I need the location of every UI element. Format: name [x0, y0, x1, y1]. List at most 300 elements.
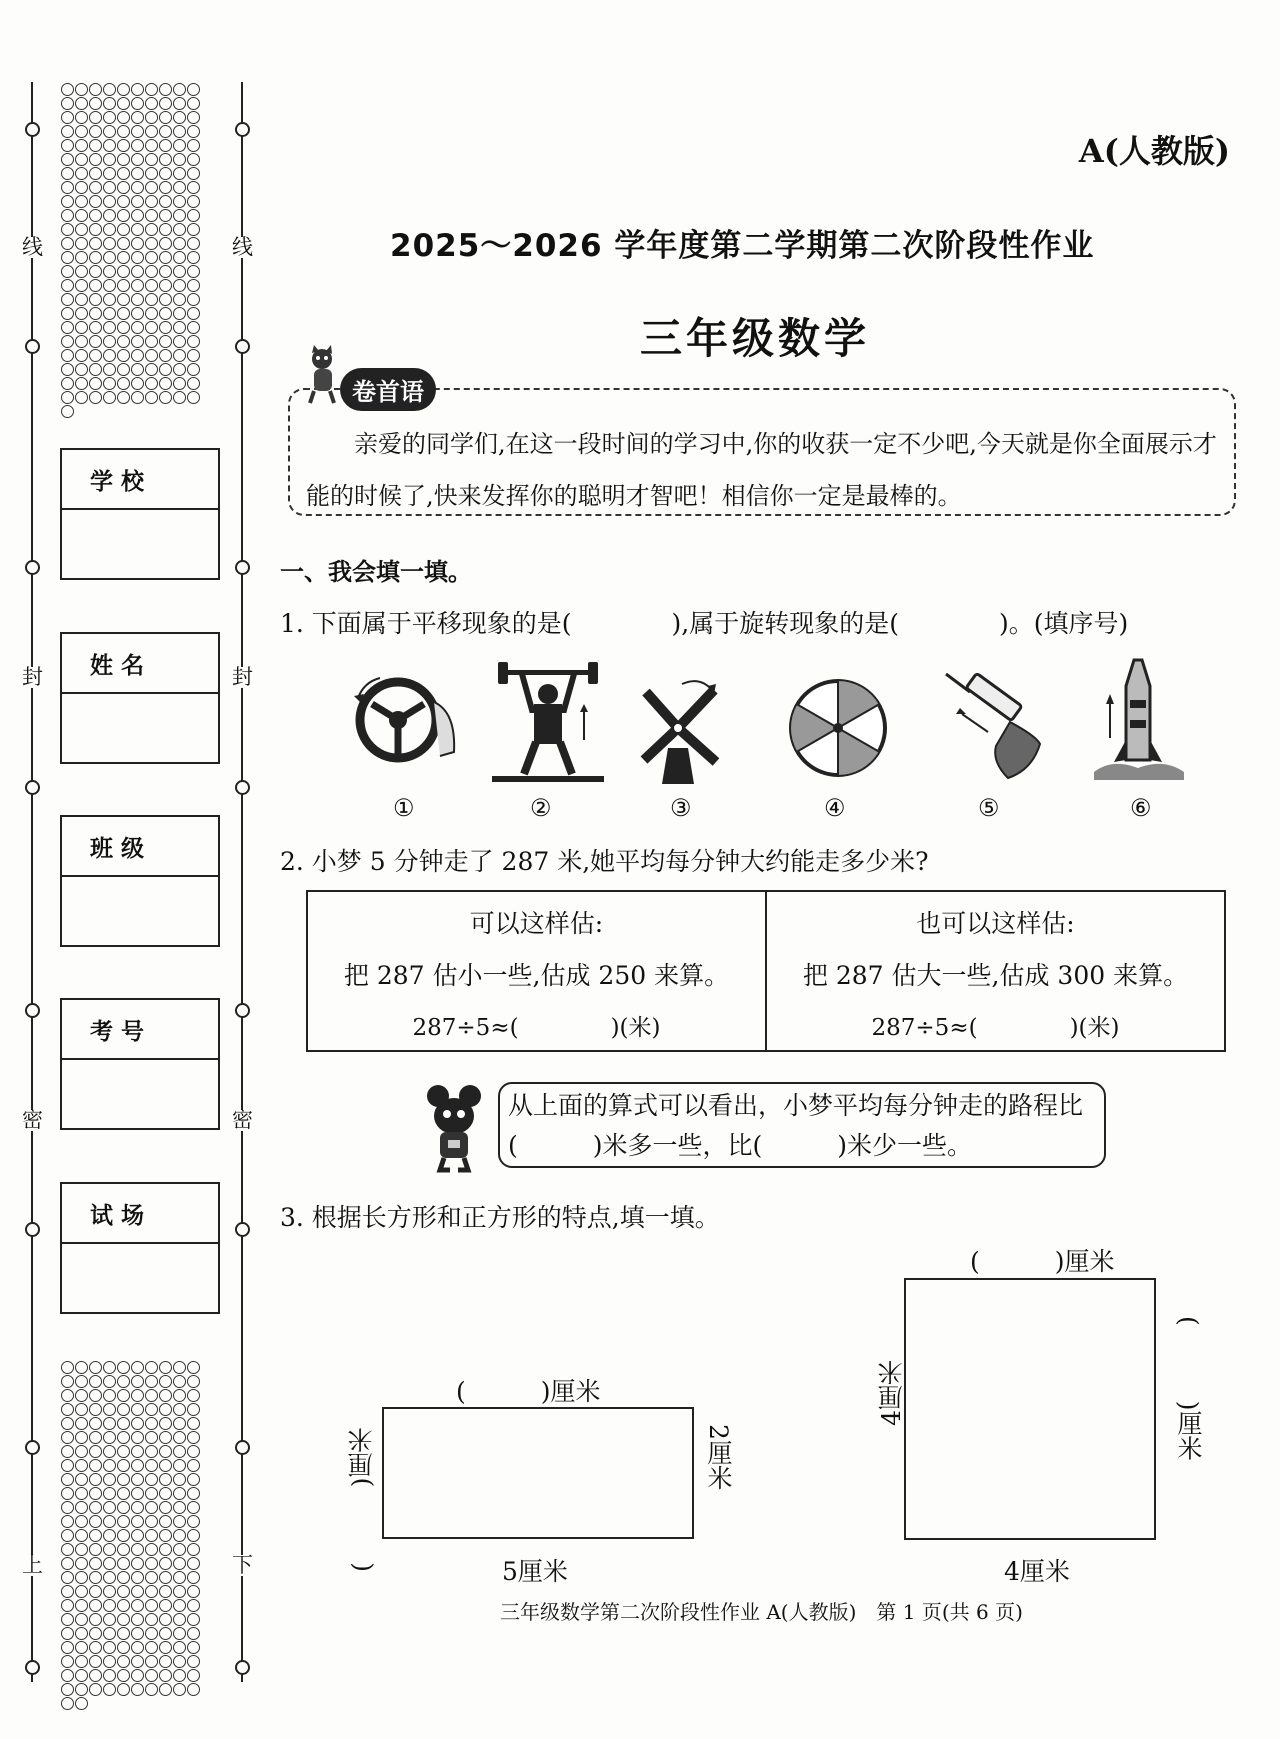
- decorative-dot: [145, 1515, 158, 1528]
- decorative-dot: [117, 1529, 130, 1542]
- decorative-dot: [159, 209, 172, 222]
- decorative-dot: [75, 321, 88, 334]
- decorative-dot: [117, 1361, 130, 1374]
- cell-line: 把 287 估小一些,估成 250 来算。: [343, 961, 730, 990]
- decorative-dot: [145, 209, 158, 222]
- decorative-dot: [117, 1515, 130, 1528]
- decorative-dot: [89, 1627, 102, 1640]
- decorative-dot: [173, 391, 186, 404]
- decorative-dot: [75, 279, 88, 292]
- decorative-dot: [173, 321, 186, 334]
- decorative-dot: [173, 237, 186, 250]
- decorative-dot: [173, 1375, 186, 1388]
- decorative-dot: [75, 1459, 88, 1472]
- decorative-dot: [89, 223, 102, 236]
- rectangle-top-blank[interactable]: ( )厘米: [456, 1377, 601, 1406]
- decorative-dot: [187, 1571, 200, 1584]
- rectangle-left-blank[interactable]: ( )厘米: [347, 1427, 376, 1572]
- decorative-dot: [61, 391, 74, 404]
- decorative-dot: [89, 1403, 102, 1416]
- decorative-dot: [159, 1361, 172, 1374]
- decorative-dot: [103, 265, 116, 278]
- decorative-dot: [145, 279, 158, 292]
- decorative-dot: [75, 1501, 88, 1514]
- decorative-dot: [89, 1571, 102, 1584]
- decorative-dot: [159, 237, 172, 250]
- answer-blank-line[interactable]: 287÷5≈( )(米): [871, 1015, 1120, 1041]
- decorative-dot: [187, 1683, 200, 1696]
- decorative-dot: [75, 265, 88, 278]
- decorative-dot: [159, 1557, 172, 1570]
- decorative-dot: [75, 1389, 88, 1402]
- decorative-dot: [159, 1599, 172, 1612]
- info-field-exam-room[interactable]: [60, 1182, 220, 1314]
- binding-char: 上: [22, 1553, 43, 1577]
- decorative-dot: [61, 307, 74, 320]
- decorative-dot: [117, 1669, 130, 1682]
- info-label: 班 级: [90, 835, 145, 862]
- decorative-dot: [145, 363, 158, 376]
- decorative-dot: [61, 1487, 74, 1500]
- decorative-dot: [131, 139, 144, 152]
- decorative-dot: [159, 1543, 172, 1556]
- decorative-dot: [61, 1697, 74, 1710]
- decorative-dot: [131, 1585, 144, 1598]
- decorative-dot: [145, 1487, 158, 1500]
- decorative-dot: [61, 1641, 74, 1654]
- decorative-dot: [131, 1529, 144, 1542]
- decorative-dot: [103, 139, 116, 152]
- decorative-dot: [187, 307, 200, 320]
- decorative-dot: [103, 391, 116, 404]
- decorative-dot: [145, 139, 158, 152]
- decorative-dot: [103, 1403, 116, 1416]
- decorative-dot: [159, 349, 172, 362]
- decorative-dot: [159, 391, 172, 404]
- decorative-dot: [187, 237, 200, 250]
- decorative-dot: [173, 377, 186, 390]
- decorative-dot: [145, 265, 158, 278]
- decorative-dot: [187, 349, 200, 362]
- decorative-dot: [75, 1669, 88, 1682]
- decorative-dot: [61, 97, 74, 110]
- decorative-dot: [75, 1543, 88, 1556]
- info-field-school[interactable]: [60, 448, 220, 580]
- decorative-dot: [173, 1627, 186, 1640]
- decorative-dot: [61, 1459, 74, 1472]
- decorative-dot: [117, 1389, 130, 1402]
- decorative-dot: [173, 1417, 186, 1430]
- decorative-dot: [131, 1669, 144, 1682]
- binding-char: 封: [232, 665, 253, 689]
- decorative-dot: [187, 1431, 200, 1444]
- decorative-dot: [173, 1459, 186, 1472]
- decorative-dot: [89, 1641, 102, 1654]
- decorative-dot: [159, 1515, 172, 1528]
- decorative-dot: [103, 1683, 116, 1696]
- decorative-dot: [75, 1445, 88, 1458]
- option-label: ⑥: [1130, 794, 1152, 822]
- option-label: ③: [670, 794, 692, 822]
- decorative-dot: [159, 1431, 172, 1444]
- decorative-dot: [117, 293, 130, 306]
- decorative-dot: [89, 1431, 102, 1444]
- estimation-table: [306, 890, 1226, 1052]
- decorative-dot: [61, 237, 74, 250]
- decorative-dot: [103, 153, 116, 166]
- decorative-dot: [145, 1613, 158, 1626]
- decorative-dot: [75, 1529, 88, 1542]
- decorative-dot: [89, 153, 102, 166]
- decorative-dot: [187, 125, 200, 138]
- decorative-dot: [75, 307, 88, 320]
- decorative-dot: [159, 335, 172, 348]
- decorative-dot: [187, 1459, 200, 1472]
- decorative-dot: [75, 293, 88, 306]
- decorative-dot: [173, 1683, 186, 1696]
- cell-line: 把 287 估大一些,估成 300 来算。: [802, 961, 1189, 990]
- decorative-dot: [187, 251, 200, 264]
- binding-hole: [25, 560, 40, 575]
- decorative-dot: [89, 1445, 102, 1458]
- binding-hole: [25, 1660, 40, 1675]
- spinning-wheel-icon: [786, 676, 890, 780]
- decorative-dot: [187, 1627, 200, 1640]
- binding-hole: [25, 1440, 40, 1455]
- decorative-dot: [187, 97, 200, 110]
- decorative-dot: [145, 1501, 158, 1514]
- decorative-dot: [75, 1627, 88, 1640]
- decorative-dot: [159, 1473, 172, 1486]
- question-1-text: 1. 下面属于平移现象的是( ),属于旋转现象的是( )。(填序号): [280, 609, 1129, 638]
- decorative-dot: [117, 1613, 130, 1626]
- decorative-dot: [61, 335, 74, 348]
- decorative-dot: [61, 1515, 74, 1528]
- decorative-dot: [159, 1487, 172, 1500]
- decorative-dot: [131, 279, 144, 292]
- decorative-dot: [173, 1431, 186, 1444]
- decorative-dot: [117, 139, 130, 152]
- square-right-blank[interactable]: ( )厘米: [1174, 1316, 1203, 1461]
- binding-char: 下: [232, 1553, 253, 1577]
- decorative-dot: [131, 335, 144, 348]
- decorative-dot: [131, 167, 144, 180]
- decorative-dot: [117, 111, 130, 124]
- decorative-dot: [117, 1683, 130, 1696]
- decorative-dot: [61, 181, 74, 194]
- decorative-dot: [159, 321, 172, 334]
- decorative-dot: [61, 293, 74, 306]
- decorative-dot: [173, 349, 186, 362]
- decorative-dot: [131, 349, 144, 362]
- decorative-dot: [145, 1599, 158, 1612]
- decorative-dot: [103, 279, 116, 292]
- decorative-dot: [187, 83, 200, 96]
- decorative-dot: [117, 237, 130, 250]
- decorative-dot: [131, 125, 144, 138]
- decorative-dot: [89, 209, 102, 222]
- decorative-dot: [117, 83, 130, 96]
- decorative-dot: [61, 1655, 74, 1668]
- decorative-dot: [61, 1417, 74, 1430]
- binding-hole: [235, 339, 250, 354]
- answer-blank-line[interactable]: 287÷5≈( )(米): [412, 1015, 661, 1041]
- binding-hole: [25, 122, 40, 137]
- decorative-dot: [103, 363, 116, 376]
- decorative-dot: [103, 223, 116, 236]
- decorative-dot: [103, 209, 116, 222]
- decorative-dot: [75, 349, 88, 362]
- decorative-dot: [159, 251, 172, 264]
- decorative-dot: [145, 181, 158, 194]
- decorative-dot: [131, 111, 144, 124]
- decorative-dot: [117, 391, 130, 404]
- decorative-dot: [159, 1683, 172, 1696]
- decorative-dot: [61, 1403, 74, 1416]
- decorative-dot: [159, 1641, 172, 1654]
- decorative-dot: [159, 125, 172, 138]
- decorative-dot: [131, 363, 144, 376]
- decorative-dot: [117, 1599, 130, 1612]
- decorative-dot: [103, 307, 116, 320]
- square-left-label: 4厘米: [877, 1360, 906, 1426]
- decorative-dot: [103, 237, 116, 250]
- decorative-dot: [173, 293, 186, 306]
- decorative-dot: [131, 321, 144, 334]
- decorative-dot: [187, 1473, 200, 1486]
- info-label: 考 号: [90, 1018, 145, 1045]
- question-2-text: 2. 小梦 5 分钟走了 287 米,她平均每分钟大约能走多少米?: [280, 847, 929, 876]
- decorative-dot: [89, 1473, 102, 1486]
- decorative-dot: [159, 1571, 172, 1584]
- decorative-dot: [75, 83, 88, 96]
- decorative-dot: [75, 1557, 88, 1570]
- decorative-dot: [103, 1361, 116, 1374]
- decorative-dot: [75, 363, 88, 376]
- decorative-dot: [159, 1459, 172, 1472]
- decorative-dot: [159, 139, 172, 152]
- decorative-dot: [61, 279, 74, 292]
- preface-text: 亲爱的同学们,在这一段时间的学习中,你的收获一定不少吧,今天就是你全面展示才能的时候了,快来发挥你的聪明才智吧！相信你一定是最棒的。: [306, 430, 1217, 510]
- decorative-dot: [173, 83, 186, 96]
- decorative-dot: [173, 1445, 186, 1458]
- decorative-dot: [131, 1501, 144, 1514]
- decorative-dot: [145, 1361, 158, 1374]
- info-label: 学 校: [90, 468, 145, 495]
- decorative-dot: [117, 1501, 130, 1514]
- decorative-dot: [159, 279, 172, 292]
- decorative-dot: [173, 195, 186, 208]
- decorative-dot: [187, 195, 200, 208]
- option-label: ②: [530, 794, 552, 822]
- decorative-dot: [173, 307, 186, 320]
- decorative-dot: [145, 1641, 158, 1654]
- estimation-cell-left: [308, 892, 765, 1050]
- decorative-dot: [187, 1403, 200, 1416]
- decorative-dot: [145, 321, 158, 334]
- decorative-dot: [61, 209, 74, 222]
- decorative-dot: [117, 1557, 130, 1570]
- decorative-dot: [103, 1627, 116, 1640]
- binding-char: 线: [22, 235, 43, 259]
- decorative-dot: [131, 1543, 144, 1556]
- decorative-dot: [173, 335, 186, 348]
- decorative-dot: [131, 1389, 144, 1402]
- decorative-dot: [187, 1585, 200, 1598]
- decorative-dot: [103, 181, 116, 194]
- bubble-line: 从上面的算式可以看出，小梦平均每分钟走的路程比: [508, 1091, 1084, 1120]
- decorative-dot: [145, 1543, 158, 1556]
- decorative-dot: [131, 1417, 144, 1430]
- decorative-dot: [187, 335, 200, 348]
- decorative-dot: [61, 167, 74, 180]
- decorative-dot: [159, 1389, 172, 1402]
- decorative-dot: [89, 1501, 102, 1514]
- info-field-class[interactable]: [60, 815, 220, 947]
- decorative-dot: [61, 1473, 74, 1486]
- decorative-dot: [89, 349, 102, 362]
- decorative-dot: [103, 1473, 116, 1486]
- decorative-dot: [187, 139, 200, 152]
- decorative-dot: [61, 1627, 74, 1640]
- decorative-dot: [173, 125, 186, 138]
- decorative-dot: [131, 391, 144, 404]
- rectangle-shape: [382, 1407, 694, 1539]
- decorative-dot: [61, 363, 74, 376]
- decorative-dot: [159, 307, 172, 320]
- decorative-dot: [187, 111, 200, 124]
- decorative-dot: [89, 1417, 102, 1430]
- decorative-dot: [159, 1403, 172, 1416]
- decorative-dot: [145, 1655, 158, 1668]
- decorative-dot: [159, 1375, 172, 1388]
- decorative-dot: [117, 1571, 130, 1584]
- decorative-dot: [131, 181, 144, 194]
- decorative-dot: [145, 293, 158, 306]
- decorative-dot: [61, 321, 74, 334]
- decorative-dot: [173, 363, 186, 376]
- decorative-dot-grid: [60, 1360, 212, 1710]
- decorative-dot: [89, 1529, 102, 1542]
- decorative-dot: [103, 97, 116, 110]
- decorative-dot: [75, 97, 88, 110]
- decorative-dot: [145, 1445, 158, 1458]
- decorative-dot: [131, 1473, 144, 1486]
- decorative-dot: [145, 1403, 158, 1416]
- decorative-dot: [89, 1375, 102, 1388]
- binding-hole: [235, 780, 250, 795]
- decorative-dot: [187, 1655, 200, 1668]
- decorative-dot: [131, 223, 144, 236]
- decorative-dot: [89, 83, 102, 96]
- info-field-name[interactable]: [60, 632, 220, 764]
- decorative-dot: [187, 279, 200, 292]
- decorative-dot: [187, 1641, 200, 1654]
- decorative-dot: [103, 1445, 116, 1458]
- decorative-dot: [61, 1585, 74, 1598]
- question-3-text: 3. 根据长方形和正方形的特点,填一填。: [280, 1203, 720, 1232]
- decorative-dot: [103, 1585, 116, 1598]
- decorative-dot: [131, 1641, 144, 1654]
- decorative-dot: [61, 1529, 74, 1542]
- decorative-dot: [117, 1445, 130, 1458]
- decorative-dot: [131, 1445, 144, 1458]
- decorative-dot: [61, 1431, 74, 1444]
- decorative-dot: [173, 1585, 186, 1598]
- decorative-dot: [75, 251, 88, 264]
- decorative-dot: [187, 1613, 200, 1626]
- decorative-dot: [173, 1557, 186, 1570]
- square-shape: [904, 1278, 1156, 1540]
- decorative-dot: [75, 1613, 88, 1626]
- decorative-dot: [173, 97, 186, 110]
- decorative-dot: [145, 307, 158, 320]
- decorative-dot: [145, 1557, 158, 1570]
- decorative-dot: [131, 293, 144, 306]
- decorative-dot: [173, 279, 186, 292]
- binding-char: 封: [22, 665, 43, 689]
- decorative-dot: [89, 1389, 102, 1402]
- decorative-dot: [131, 195, 144, 208]
- decorative-dot: [89, 1683, 102, 1696]
- decorative-dot: [89, 195, 102, 208]
- decorative-dot: [75, 1473, 88, 1486]
- decorative-dot: [103, 1529, 116, 1542]
- decorative-dot: [187, 391, 200, 404]
- decorative-dot: [89, 1613, 102, 1626]
- decorative-dot: [145, 97, 158, 110]
- decorative-dot: [117, 1487, 130, 1500]
- info-field-exam-number[interactable]: [60, 998, 220, 1130]
- bubble-line[interactable]: ( )米多一些，比( )米少一些。: [508, 1131, 973, 1160]
- decorative-dot: [159, 265, 172, 278]
- decorative-dot: [103, 125, 116, 138]
- decorative-dot: [103, 1641, 116, 1654]
- decorative-dot: [89, 139, 102, 152]
- decorative-dot: [89, 1557, 102, 1570]
- decorative-dot: [117, 195, 130, 208]
- decorative-dot: [131, 1571, 144, 1584]
- decorative-dot: [61, 1571, 74, 1584]
- page-title: 2025～2026 学年度第二学期第二次阶段性作业: [390, 228, 1095, 264]
- decorative-dot: [117, 1655, 130, 1668]
- decorative-dot: [75, 1431, 88, 1444]
- decorative-dot: [117, 1585, 130, 1598]
- decorative-dot: [103, 195, 116, 208]
- decorative-dot: [131, 1487, 144, 1500]
- decorative-dot: [75, 181, 88, 194]
- decorative-dot: [103, 1375, 116, 1388]
- decorative-dot: [173, 111, 186, 124]
- decorative-dot: [75, 1571, 88, 1584]
- decorative-dot: [75, 195, 88, 208]
- decorative-dot: [173, 1599, 186, 1612]
- decorative-dot: [103, 1655, 116, 1668]
- decorative-dot: [103, 111, 116, 124]
- decorative-dot: [75, 377, 88, 390]
- decorative-dot: [75, 1403, 88, 1416]
- decorative-dot: [117, 1375, 130, 1388]
- decorative-dot: [89, 1585, 102, 1598]
- decorative-dot: [61, 111, 74, 124]
- steering-wheel-icon: [350, 672, 462, 772]
- decorative-dot: [173, 1571, 186, 1584]
- decorative-dot: [103, 1599, 116, 1612]
- square-top-blank[interactable]: ( )厘米: [970, 1247, 1115, 1276]
- decorative-dot: [117, 1459, 130, 1472]
- binding-hole: [235, 1440, 250, 1455]
- decorative-dot: [89, 363, 102, 376]
